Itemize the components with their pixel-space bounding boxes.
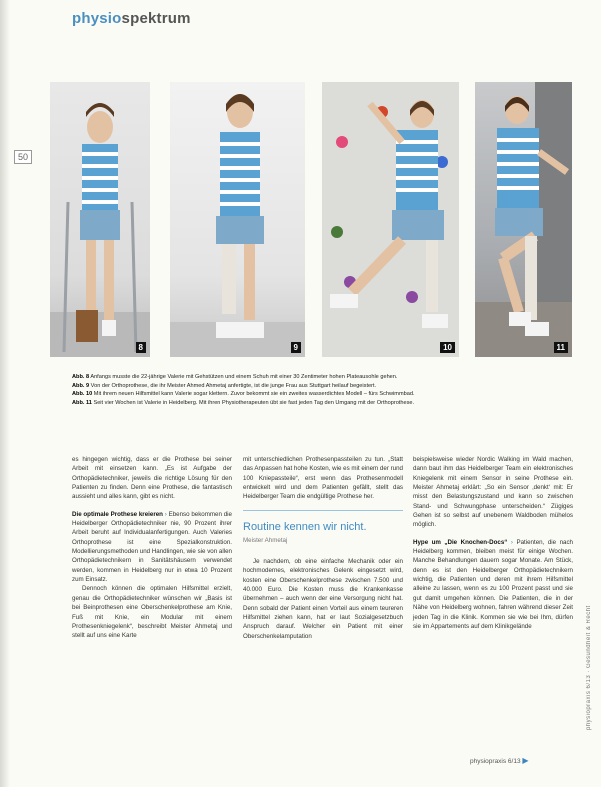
paragraph-with-subhead	[72, 510, 232, 585]
paragraph: Je nachdem, ob eine einfache Mechanik oder ein hochmodernes, elektronisches Gelenk eingesetzt wird, kosten eine Oberschenkelprothese zwischen 7.500 und 40.000 Euro. Die Kosten muss die Krankenkasse übernehmen – auch wenn der eine Versorgung nicht hat. Denn sobald der Patient einen Vorteil aus einem teureren Hilfsmittel ziehen kann, hat er laut Sozialgesetzbuch Anspruch darauf. Welcher ein Patient mit einer Oberschenkelamputation	[243, 558, 403, 640]
arrow-icon: ›	[164, 510, 167, 518]
photo-8-crutches	[50, 82, 150, 357]
magazine-section-brand	[72, 10, 191, 27]
photo-number-9: 9	[291, 342, 301, 353]
caption-text: Anfangs musste die 22-jährige Valerie mit Gehstützen und einem Schuh mit einer 30 Zentimeter hohen Plateausohle gehen.	[90, 374, 398, 380]
caption-label: Abb. 9	[72, 382, 90, 389]
photo-11-figure	[475, 82, 572, 357]
paragraph: Dennoch können die optimalen Hilfsmittel erzielt, genau die Orthopädietechniker wünschen wir „Basis ist bei Beinprothesen eine Oberschenkelprothese am Knie, Fuß mit Knie, ein Modular mit einem Prothesenkniegelenk“, beschreibt Meister Ahmetaj und stellt auf uns eine Karte	[72, 585, 232, 640]
photo-8-figure	[50, 82, 150, 357]
photo-11-therapy	[475, 82, 572, 357]
photo-9-standing	[170, 82, 305, 357]
next-page-icon: ▶	[522, 756, 529, 765]
caption-label: Abb. 10	[72, 391, 93, 398]
caption-text: Von der Orthoprothese, die ihr Meister Ahmed Ahmetaj anfertigte, ist die junge Frau aus Stuttgart heilauf begeistert.	[90, 382, 377, 389]
paragraph-with-subhead	[413, 538, 573, 631]
paragraph: beispielsweise wieder Nordic Walking im Wald machen, dann baut ihm das Heidelberger Team ein elektronisches Kniegelenk mit einem Sensor in seine Prothese ein. Meister Ahmetaj erklärt: „So ein Sensor ‚denkt‘ mit: Er misst den Belastungszustand und kann so zwischen Stand- und Schwungphase unterscheiden.“ Zügiges Gehen ist so selbst auf unebenem Waldboden mühelos möglich.	[413, 456, 573, 529]
brand-part-2: spektrum	[121, 10, 191, 27]
text-column-1	[72, 455, 232, 641]
arrow-icon: ›	[510, 538, 513, 546]
subheading: Die optimale Prothese kreieren	[72, 510, 163, 518]
caption-text: Mit ihrem neuen Hilfsmittel kann Valerie sogar klettern. Zuvor bekommt sie ein zweites wasserdichtes Modell – fürs Schwimmbad.	[93, 391, 415, 398]
page-number: 50	[14, 150, 32, 164]
paragraph: Patienten, die nach Heidelberg kommen, bleiben meist für einige Wochen. Manche Behandlungen dauern sogar Monate. Am Stück, denn es ist den Heidelberger Orthopädietechnikern wichtig, die Patienten und deren mit ihrem Hilfsmittel alleine zu lassen, wenn es zu 100 Prozent passt und sie gut damit umgehen können. Die Patienten, die in der Nähe von Heidelberg wohnen, fahren während dieser Zeit jeden Tag in die Klinik. Kommen sie wie bei Ihm, dürfen sie im Appartements auf dem Klinikgelände	[413, 538, 573, 630]
figure-captions	[72, 373, 572, 407]
subheading: Hype um „Die Knochen-Docs“	[413, 538, 508, 546]
page-footer	[470, 756, 529, 765]
pullquote-byline: Meister Ahmetaj	[243, 536, 288, 544]
vertical-running-text: physiopraxis 6/13 · Gesundheit & Recht	[586, 605, 592, 730]
photo-number-8: 8	[136, 342, 146, 353]
text-column-2	[243, 455, 403, 641]
photo-number-11: 11	[554, 342, 568, 353]
caption-label: Abb. 11	[72, 399, 92, 406]
photo-strip	[50, 82, 572, 357]
photo-number-10: 10	[440, 342, 455, 353]
caption-abb-11	[72, 399, 572, 408]
footer-text: physiopraxis 6/13	[470, 758, 521, 765]
paragraph: mit unterschiedlichen Prothesenpassteilen zu tun. „Statt das Anpassen hat hohe Kosten, wie es mit einem der rund 100 Kniepassteile“, erst wenn das Prothesenmodell entwickelt wird und dem Patienten gefällt, stellt das Heidelberger Team die endgültige Prothese her.	[243, 456, 403, 501]
pullquote-divider	[243, 510, 403, 511]
paragraph: Ebenso bekommen die Heidelberger Orthopädietechniker nie, 90 Prozent ihrer Arbeit beruht auf Individualanfertigungen. Auch Valeries Orthoprothese ist eine Spezialkonstruktion. Modellierungsmethoden und Handlingen, wie sie von allen Orthopädietechnikern in Sanitätshäusern verwendet werden, kommen in Heidelberg nur in etwa 10 Prozent zum Einsatz.	[72, 510, 232, 584]
caption-abb-10	[72, 390, 572, 399]
pullquote: Routine kennen wir nicht.	[243, 520, 367, 533]
photo-10-climbing	[322, 82, 459, 357]
photo-9-figure	[170, 82, 305, 357]
caption-text: Seit vier Wochen ist Valerie in Heidelberg. Mit ihren Physiotherapeuten übt sie fast jeden Tag den Umgang mit der Orthoprothese.	[93, 399, 415, 406]
paragraph: es hingegen wichtig, dass er die Prothese bei seiner Arbeit mit einsetzen kann. „Es ist Aufgabe der Orthopädietechniker, jeweils die richtige Lösung für den Patienten zu finden. Denn eine Prothese, die fantastisch aussieht und alles kann, gibt es nicht.	[72, 456, 232, 501]
photo-10-figure	[322, 82, 459, 357]
brand-part-1: physio	[72, 10, 122, 27]
caption-abb-8	[72, 373, 572, 382]
caption-abb-9	[72, 382, 572, 391]
spine-shadow	[0, 0, 10, 787]
caption-label: Abb. 8	[72, 374, 90, 380]
text-column-3	[413, 455, 573, 631]
